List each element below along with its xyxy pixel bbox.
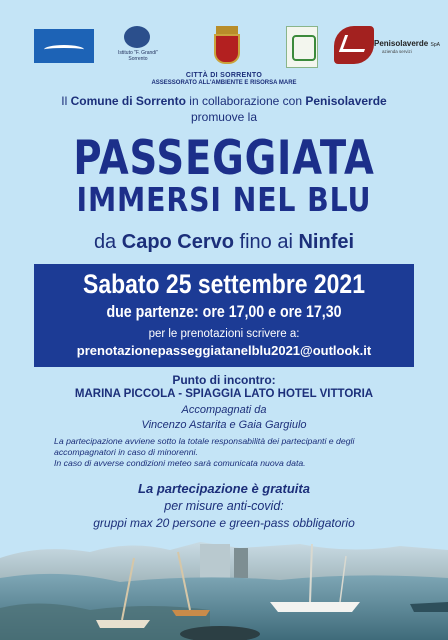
blue-flag-logo <box>34 29 94 63</box>
title-line-2: IMMERSI NEL BLU <box>76 180 372 219</box>
route-mid: fino ai <box>234 231 299 253</box>
disclaimer <box>54 436 414 469</box>
accompanied-label: Accompagnati da <box>181 404 267 416</box>
penisolaverde-logo <box>334 26 440 66</box>
istituto-logo <box>118 26 158 70</box>
environment-logo <box>286 26 318 68</box>
wave-icon <box>44 45 84 54</box>
penisolaverde-mark-icon <box>334 26 374 64</box>
meeting-place: MARINA PICCOLA - SPIAGGIA LATO HOTEL VITTORIA <box>74 388 374 400</box>
title-line-1: PASSEGGIATA <box>73 131 375 186</box>
intro-line-1 <box>0 94 448 108</box>
sorrento-coat-of-arms-icon <box>208 26 242 64</box>
route-from: Capo Cervo <box>121 231 234 253</box>
booking-label: per le prenotazioni scrivere a: <box>148 328 300 340</box>
istituto-label: Istituto "F. Grandi" Sorrento <box>118 50 158 62</box>
city-name: CITTÀ DI SORRENTO <box>185 72 263 79</box>
intro-comune: Comune di Sorrento <box>70 94 186 108</box>
meeting-heading: Punto di incontro: <box>172 373 276 387</box>
free-participation: La partecipazione è gratuita <box>138 481 310 496</box>
penisolaverde-name: Penisolaverde <box>374 39 429 48</box>
booking-email: prenotazionepasseggiatanelblu2021@outlook.it <box>76 343 372 358</box>
intro-partner: Penisolaverde <box>305 94 387 108</box>
penisolaverde-suffix: SpA <box>430 42 440 48</box>
route-pre: da <box>93 231 122 253</box>
intro-line-2: promuove la <box>190 110 258 124</box>
logos-row <box>0 24 448 70</box>
harbor-photo <box>0 538 448 640</box>
covid-measures: per misure anti-covid: <box>164 499 284 513</box>
disclaimer-line-1: La partecipazione avviene sotto la totale responsabilità dei partecipanti e degli accompagnatori in caso di minorenni. <box>54 436 355 457</box>
group-rules: gruppi max 20 persone e green-pass obbligatorio <box>93 516 355 530</box>
route <box>0 231 448 254</box>
penisolaverde-sub: azienda servizi <box>382 49 412 54</box>
event-box <box>34 264 414 367</box>
intro-pre: Il <box>61 94 71 108</box>
assessorato: ASSESSORATO ALL'AMBIENTE E RISORSA MARE <box>151 80 297 86</box>
event-date: Sabato 25 settembre 2021 <box>83 269 365 299</box>
guides-names: Vincenzo Astarita e Gaia Gargiulo <box>141 419 307 431</box>
istituto-emblem-icon <box>124 26 150 48</box>
disclaimer-line-2: In caso di avverse condizioni meteo sarà comunicata nuova data. <box>54 458 306 468</box>
event-departures: due partenze: ore 17,00 e ore 17,30 <box>106 303 342 321</box>
intro-mid: in collaborazione con <box>185 94 306 108</box>
route-to: Ninfei <box>298 231 355 253</box>
